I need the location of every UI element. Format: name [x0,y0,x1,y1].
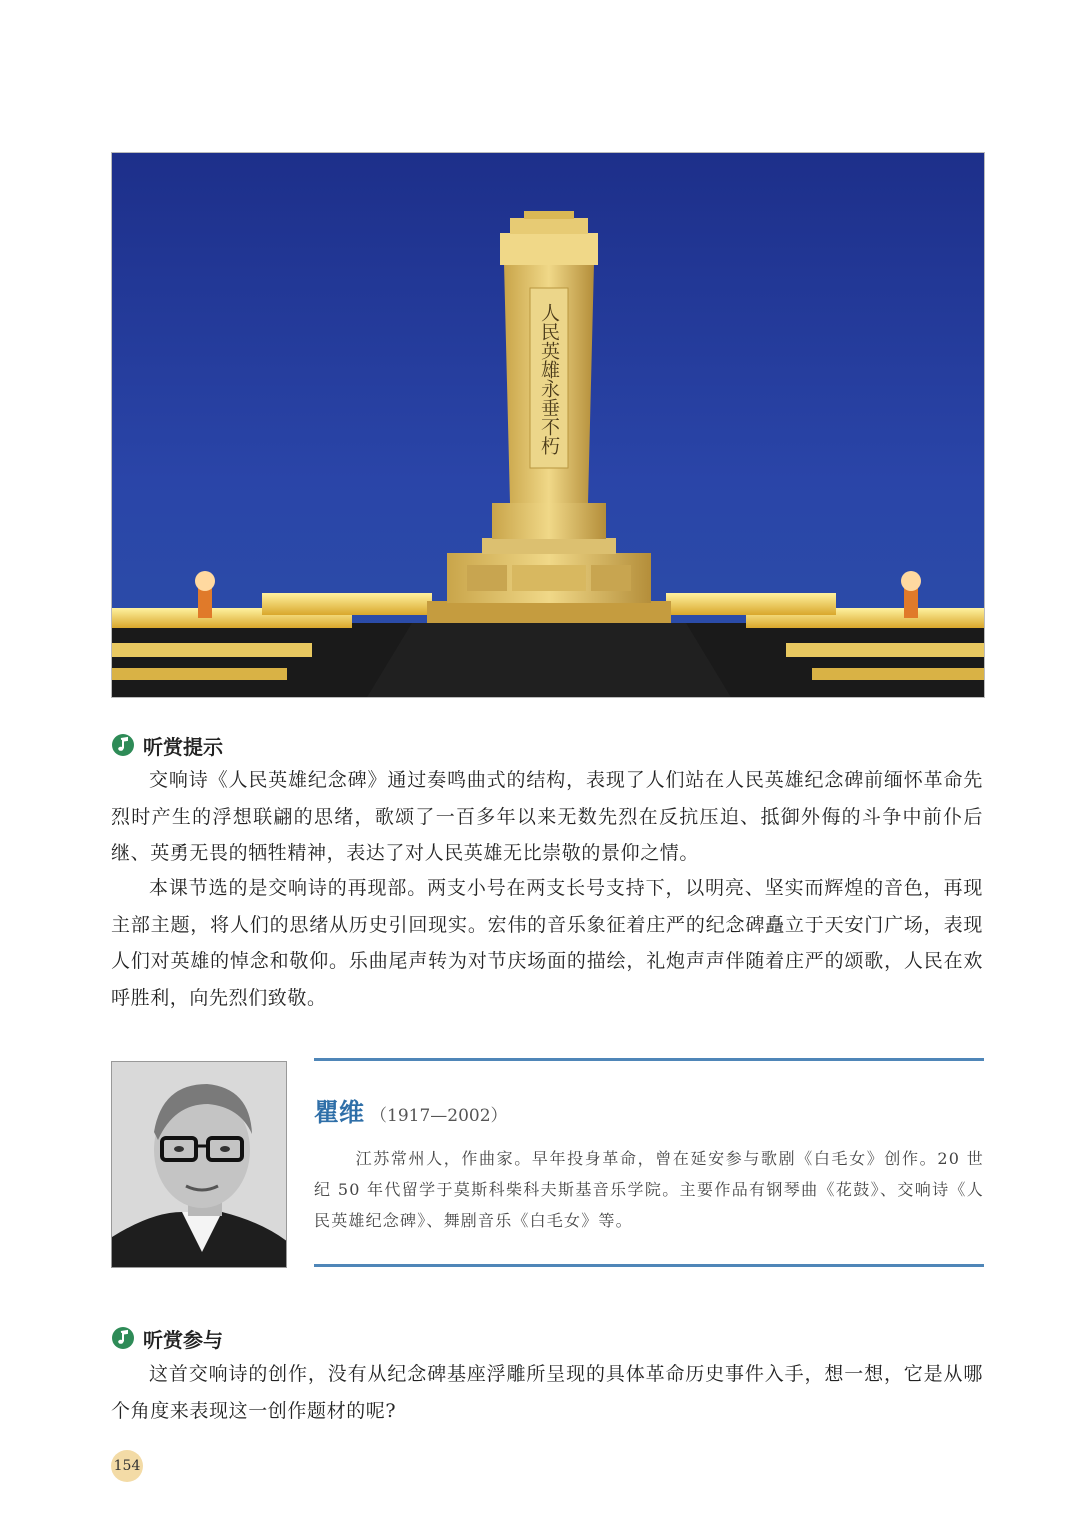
monument-photo [111,152,985,698]
listening-participation-heading [111,1323,223,1353]
listening-participation-paragraph: 这首交响诗的创作，没有从纪念碑基座浮雕所呈现的具体革命历史事件入手，想一想，它是从哪个角度来表现这一创作题材的呢? [111,1363,983,1422]
monument-inscription: 人民英雄永垂不朽 [538,303,560,455]
listening-tips-paragraph-2: 本课节选的是交响诗的再现部。两支小号在两支长号支持下，以明亮、坚实而辉煌的音色，再现主部主题，将人们的思绪从历史引回现实。宏伟的音乐象征着庄严的纪念碑矗立于天安门广场，表现人们对英雄的悼念和敬仰。乐曲尾声转为对节庆场面的描绘，礼炮声声伴随着庄严的颂歌，人民在欢呼胜利，向先烈们致敬。 [111,877,983,1009]
listening-tips-heading [111,730,223,760]
music-note-icon [111,733,135,757]
bio-top-rule [314,1058,984,1061]
page-number: 154 [111,1450,143,1482]
composer-years: （1917—2002） [370,1106,508,1126]
composer-portrait [111,1061,287,1268]
listening-tips-paragraph-1: 交响诗《人民英雄纪念碑》通过奏鸣曲式的结构，表现了人们站在人民英雄纪念碑前缅怀革命先烈时产生的浮想联翩的思绪，歌颂了一百多年以来无数先烈在反抗压迫、抵御外侮的斗争中前仆后继、英勇无畏的牺牲精神，表达了对人民英雄无比崇敬的景仰之情。 [111,769,983,864]
composer-name: 瞿维 [314,1098,365,1127]
music-note-icon [111,1326,135,1350]
listening-participation-title: 听赏参与 [143,1327,223,1352]
composer-bio: 江苏常州人，作曲家。早年投身革命，曾在延安参与歌剧《白毛女》创作。20 世纪 50 年代留学于莫斯科柴科夫斯基音乐学院。主要作品有钢琴曲《花鼓》、交响诗《人民英雄纪念碑》、舞剧音乐《白毛女》等。 [314,1149,984,1230]
bio-bottom-rule [314,1264,984,1267]
composer-name-line [314,1093,508,1133]
listening-tips-title: 听赏提示 [143,734,223,759]
